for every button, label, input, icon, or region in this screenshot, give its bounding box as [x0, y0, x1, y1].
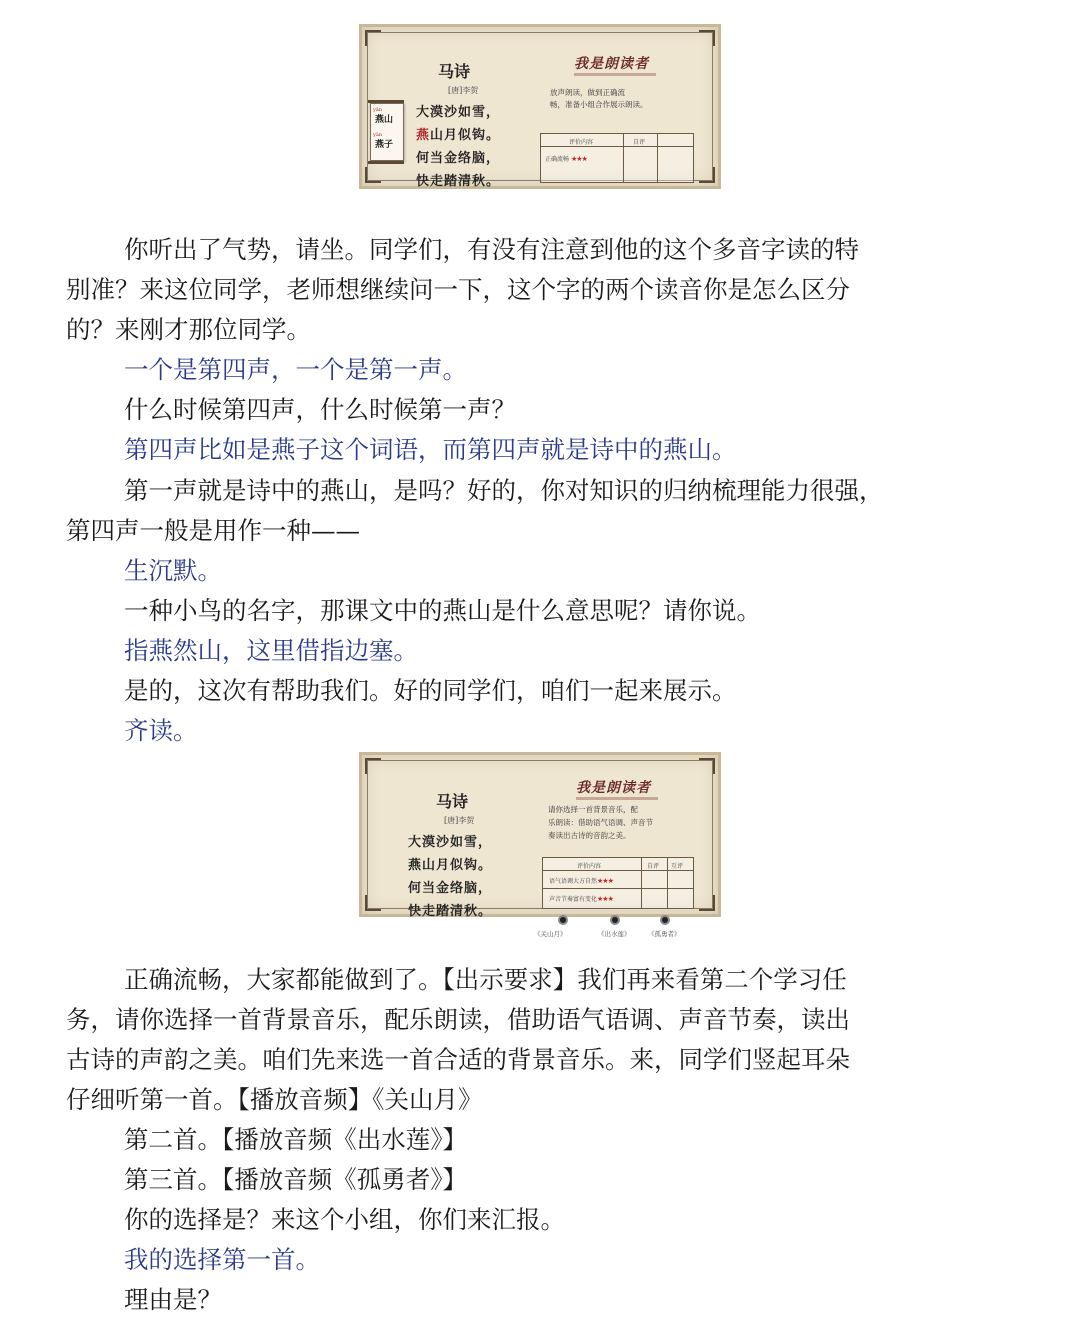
poem-line: 快走踏清秋。 — [416, 174, 501, 189]
paragraph-line: 古诗的声韵之美。咱们先来选一首合适的背景音乐。来，同学们竖起耳朵 — [66, 1045, 850, 1074]
corner-ornament — [699, 30, 715, 46]
corner-ornament — [365, 758, 381, 774]
poem-line: 何当金络脑， — [408, 881, 493, 896]
paragraph-line: 第四声一般是用作一种—— — [66, 516, 360, 545]
music-play-icon[interactable] — [610, 915, 620, 925]
music-label: 《出水莲》 — [598, 930, 631, 938]
rating-table: 评价内容 自评 正确流畅 ★★★ — [540, 133, 694, 183]
corner-ornament — [699, 167, 715, 183]
poem-line: 何当金络脑， — [416, 151, 501, 166]
word-label: 燕子 — [375, 140, 394, 150]
task-text: 请你选择一首背景音乐，配 乐朗读：借助语气语调、声音节 奏读出古诗的音韵之美。 — [548, 805, 653, 840]
music-play-icon[interactable] — [660, 915, 670, 925]
poem-author: [唐]李贺 — [448, 86, 479, 95]
paragraph-line: 仔细听第一首。【播放音频】《关山月》 — [66, 1085, 483, 1114]
teacher-line: 第二首。【播放音频《出水莲》】 — [124, 1125, 467, 1154]
slide-image-2 — [359, 752, 721, 938]
corner-ornament — [699, 895, 715, 911]
corner-ornament — [365, 895, 381, 911]
teacher-line: 一种小鸟的名字，那课文中的燕山是什么意思呢？请你说。 — [124, 596, 761, 625]
paragraph-line: 第一声就是诗中的燕山，是吗？好的，你对知识的归纳梳理能力很强， — [124, 476, 884, 505]
teacher-line: 你的选择是？来这个小组，你们来汇报。 — [124, 1205, 565, 1234]
teacher-line: 什么时候第四声，什么时候第一声？ — [124, 395, 516, 424]
student-answer: 第四声比如是燕子这个词语，而第四声就是诗中的燕山。 — [124, 435, 737, 464]
music-label: 《孤勇者》 — [648, 930, 681, 938]
scroll-card — [370, 103, 404, 161]
poem-line: 大漠沙如雪， — [408, 835, 493, 850]
paragraph-line: 你听出了气势，请坐。同学们，有没有注意到他的这个多音字读的特 — [124, 235, 859, 264]
corner-ornament — [365, 167, 381, 183]
teacher-line: 是的，这次有帮助我们。好的同学们，咱们一起来展示。 — [124, 676, 737, 705]
banner-decoration — [576, 797, 658, 800]
banner-title: 我是朗读者 — [576, 780, 651, 796]
banner-title: 我是朗读者 — [574, 56, 649, 72]
poem-line: 燕山月似钩。 — [408, 858, 493, 873]
music-label: 《关山月》 — [534, 930, 567, 938]
student-answer: 我的选择第一首。 — [124, 1245, 320, 1274]
star-rating: ★★★ — [597, 895, 613, 903]
corner-ornament — [699, 758, 715, 774]
poem-author: [唐]李贺 — [444, 816, 475, 825]
banner-decoration — [574, 73, 656, 76]
poem-line: 燕山月似钩。 — [416, 128, 501, 143]
task-text: 放声朗读，做到正确流 畅，准备小组合作展示朗读。 — [550, 88, 648, 109]
star-rating: ★★★ — [570, 155, 587, 163]
music-play-icon[interactable] — [558, 915, 568, 925]
slide-image-1 — [359, 24, 721, 189]
paragraph-line: 正确流畅，大家都能做到了。【出示要求】我们再来看第二个学习任 — [124, 965, 847, 994]
pinyin-label: yàn — [373, 132, 383, 138]
rating-table: 评价内容 自评 互评 语气语调大方自然★★★ 声音节奏富有变化★★★ — [542, 857, 694, 909]
star-rating: ★★★ — [597, 877, 613, 885]
poem-title: 马诗 — [438, 62, 471, 81]
paragraph-line: 务，请你选择一首背景音乐，配乐朗读，借助语气语调、声音节奏，读出 — [66, 1005, 850, 1034]
corner-ornament — [365, 30, 381, 46]
teacher-line: 理由是？ — [124, 1285, 222, 1314]
student-answer: 指燕然山，这里借指边塞。 — [124, 636, 418, 665]
poem-line: 快走踏清秋。 — [408, 904, 493, 919]
student-answer: 一个是第四声，一个是第一声。 — [124, 355, 467, 384]
paragraph-line: 的？来刚才那位同学。 — [66, 315, 311, 344]
poem-title: 马诗 — [436, 792, 469, 811]
student-answer: 齐读。 — [124, 716, 198, 745]
highlighted-char: 燕 — [416, 128, 431, 143]
pinyin-label: yān — [373, 107, 383, 113]
poem-line: 大漠沙如雪， — [416, 105, 501, 120]
student-answer: 生沉默。 — [124, 556, 222, 585]
teacher-line: 第三首。【播放音频《孤勇者》】 — [124, 1165, 467, 1194]
paragraph-line: 别准？来这位同学，老师想继续问一下，这个字的两个读音你是怎么区分 — [66, 275, 850, 304]
word-label: 燕山 — [375, 115, 394, 125]
